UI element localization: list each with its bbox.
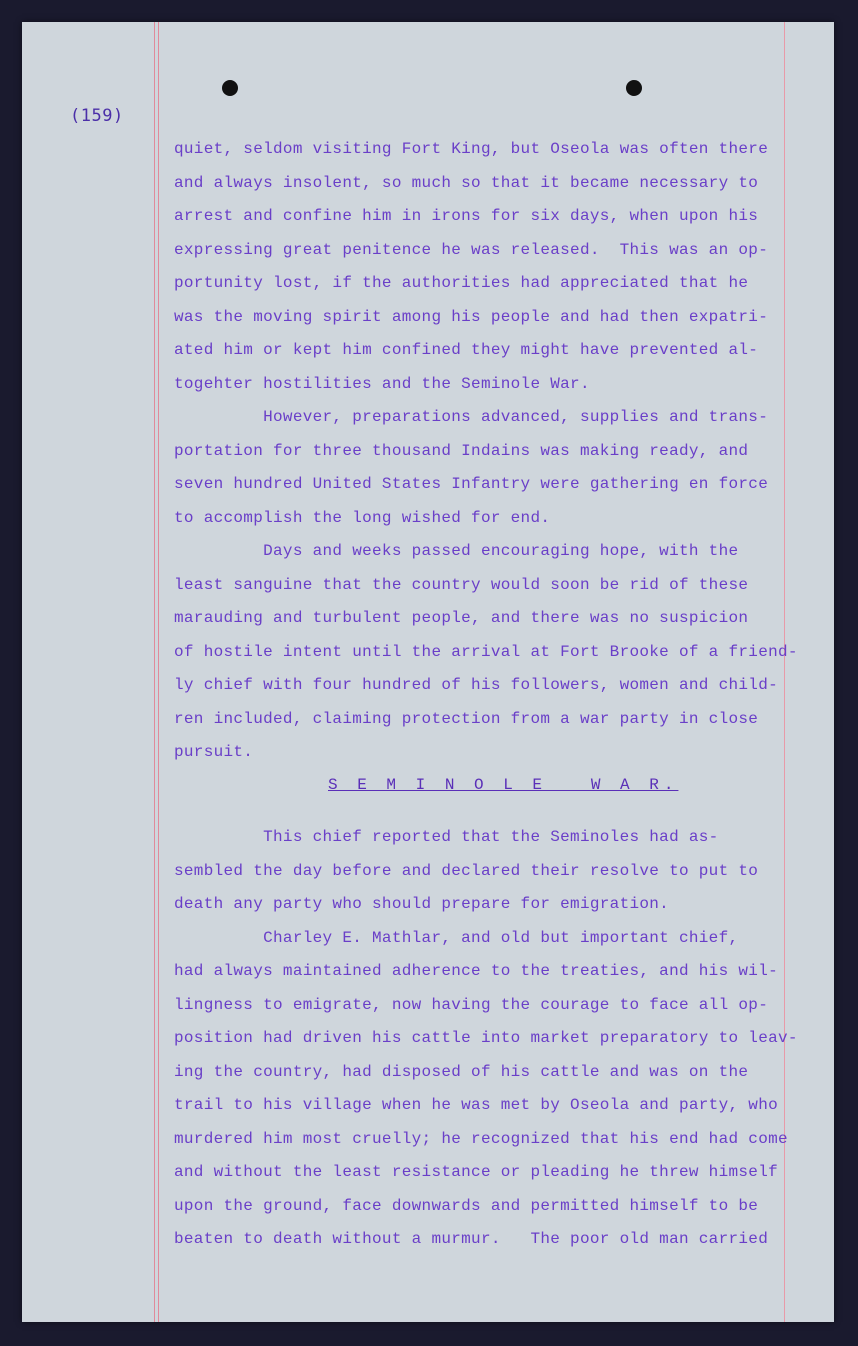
punch-hole-right: [626, 80, 642, 96]
text-line: However, preparations advanced, supplies and trans-: [174, 408, 769, 426]
text-line: was the moving spirit among his people and had then expatri-: [174, 307, 769, 326]
text-line: least sanguine that the country would soon be rid of these: [174, 575, 749, 594]
text-line: and always insolent, so much so that it became necessary to: [174, 173, 759, 192]
text-line: Charley E. Mathlar, and old but important chief,: [174, 928, 739, 947]
text-line: beaten to death without a murmur. The poor old man carried: [174, 1230, 769, 1248]
text-line: expressing great penitence he was released. This was an op-: [174, 240, 769, 259]
document-page: [22, 22, 834, 1322]
text-line: portunity lost, if the authorities had appreciated that he: [174, 274, 749, 292]
text-line: arrest and confine him in irons for six days, when upon his: [174, 207, 759, 225]
text-line: This chief reported that the Seminoles had as-: [174, 828, 719, 846]
right-margin-rule: [784, 22, 787, 1322]
text-line: togehter hostilities and the Seminole War.: [174, 374, 590, 393]
text-line: had always maintained adherence to the treaties, and his wil-: [174, 962, 778, 980]
punch-hole-left: [222, 80, 238, 96]
text-line: position had driven his cattle into market preparatory to leav-: [174, 1029, 798, 1047]
text-line: and without the least resistance or pleading he threw himself: [174, 1163, 778, 1181]
text-line: ing the country, had disposed of his cattle and was on the: [174, 1062, 749, 1081]
text-line: ly chief with four hundred of his followers, women and child-: [174, 676, 778, 694]
text-line: sembled the day before and declared their resolve to put to: [174, 861, 759, 880]
text-line: lingness to emigrate, now having the courage to face all op-: [174, 995, 769, 1014]
text-line: murdered him most cruelly; he recognized that his end had come: [174, 1129, 788, 1148]
text-line: marauding and turbulent people, and there was no suspicion: [174, 609, 749, 627]
text-line: seven hundred United States Infantry were gathering en force: [174, 475, 769, 493]
section-heading: S E M I N O L E W A R.: [328, 776, 679, 794]
text-line: trail to his village when he was met by Oseola and party, who: [174, 1096, 778, 1114]
text-line: portation for three thousand Indains was making ready, and: [174, 441, 749, 460]
text-line: quiet, seldom visiting Fort King, but Oseola was often there: [174, 140, 769, 158]
text-line: Days and weeks passed encouraging hope, with the: [174, 542, 739, 560]
left-margin-rule: [154, 22, 159, 1322]
text-line: upon the ground, face downwards and permitted himself to be: [174, 1196, 759, 1215]
text-line: of hostile intent until the arrival at Fort Brooke of a friend-: [174, 642, 798, 661]
text-line: to accomplish the long wished for end.: [174, 508, 551, 527]
text-line: ated him or kept him confined they might have prevented al-: [174, 341, 759, 359]
text-line: ren included, claiming protection from a war party in close: [174, 709, 759, 728]
page-number: (159): [70, 106, 124, 126]
text-line: pursuit.: [174, 743, 254, 761]
text-line: death any party who should prepare for emigration.: [174, 895, 670, 913]
